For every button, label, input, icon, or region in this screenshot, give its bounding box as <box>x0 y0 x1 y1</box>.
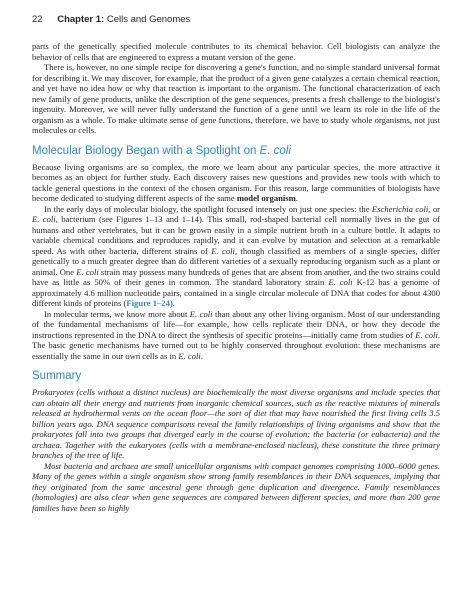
page-number: 22 <box>32 14 43 25</box>
section-heading-ecoli: Molecular Biology Began with a Spotlight on E. coli <box>32 144 291 157</box>
section-paragraph-3: In molecular terms, we know more about E. coli than about any other living organism. Most of our understanding of the fundamental mechanisms of life—for example, how cells replicate their DNA, or how they decode the instructions represented in the DNA to direct the synthesis of specific proteins—initially came from studies of E. coli. The basic genetic mechanisms have turned out to be highly conserved throughout evolution: these mechanisms are essentially the same in our own cells as in E. coli. <box>32 308 440 361</box>
running-header <box>32 14 444 25</box>
section-paragraph-2: In the early days of molecular biology, the spotlight focused intensely on just one species: the Escherichia coli, or E. coli, bacterium (see Figures 1–13 and 1–14). This small, rod-shaped bacterial cell normally lives in the gut of humans and other vertebrates, but it can be grown easily in a simple nutrient broth in a culture bottle. It adapts to variable chemical conditions and reproduces rapidly, and it can evolve by mutation and selection at a remarkable speed. As with other bacteria, different strains of E. coli, though classified as members of a single species, differ genetically to a much greater degree than do different varieties of a sexually reproducing organism such as a plant or animal. One E. coli strain may possess many hundreds of genes that are absent from another, and the two strains could have as little as 50% of their genes in common. The standard laboratory strain E. coli K-12 has a genome of approximately 4.6 million nucleotide pairs, contained in a single circular molecule of DNA that codes for about 4300 different kinds of proteins (Figure 1–24). <box>32 203 441 308</box>
intro-paragraph-1: parts of the genetically specified molecule contributes to its chemical behavior. Cell biologists can analyze the behavior of cells that are engineered to express a mutant version of the gene. <box>32 41 440 62</box>
summary-paragraph-1: Prokaryotes (cells without a distinct nucleus) are biochemically the most diverse organisms and include species that can obtain all their energy and nutrients from inorganic chemical sources, such as the reactive mixtures of minerals released at hydrothermal vents on the ocean floor—the sort of diet that may have nourished the first living cells 3.5 billion years ago. DNA sequence comparisons reveal the family relationships of living organisms and show that the prokaryotes fall into two groups that diverged early in the course of evolution: the bacteria (or eubacteria) and the archaea. Together with the eukaryotes (cells with a membrane-enclosed nucleus), these constitute the three primary branches of the tree of life. <box>32 387 440 460</box>
key-term-model-organism: model organism <box>236 193 296 203</box>
intro-paragraph-2: There is, however, no one simple recipe for discovering a gene's function, and no simple standard universal format for describing it. We may discover, for example, that the product of a given gene catalyzes a certain chemical reaction, and yet have no idea how or why that reaction is important to the organism. The functional characterization of each new family of gene products, unlike the description of the gene sequences, presents a fresh challenge to the biologist's ingenuity. Moreover, we will never fully understand the function of a gene until we learn its role in the life of the organism as a whole. To make ultimate sense of gene functions, therefore, we have to study whole organisms, not just molecules or cells. <box>32 62 440 135</box>
section-paragraph-1: Because living organisms are so complex, the more we learn about any particular species, the more attractive it becomes as an object for further study. Each discovery raises new questions and provides new tools with which to tackle general questions in the context of the chosen organism. For this reason, large communities of biologists have become dedicated to studying different aspects of the same model organism. <box>32 161 440 203</box>
chapter-subtitle: Cells and Genomes <box>106 14 191 25</box>
figure-reference-link[interactable]: Figure 1–24 <box>126 298 170 308</box>
summary-paragraph-2: Most bacteria and archaea are small unicellular organisms with compact genomes comprising 1000–6000 genes. Many of the genes within a single organism show strong family resemblances in their DNA sequences, implying that they originated from the same ancestral gene through gene duplication and divergence. Family resemblances (homologies) are also clear when gene sequences are compared between different species, and more than 200 gene families have been so highly <box>32 460 440 513</box>
summary-heading: Summary <box>32 370 82 382</box>
page-body <box>32 41 440 513</box>
chapter-label: Chapter 1: <box>57 14 105 25</box>
